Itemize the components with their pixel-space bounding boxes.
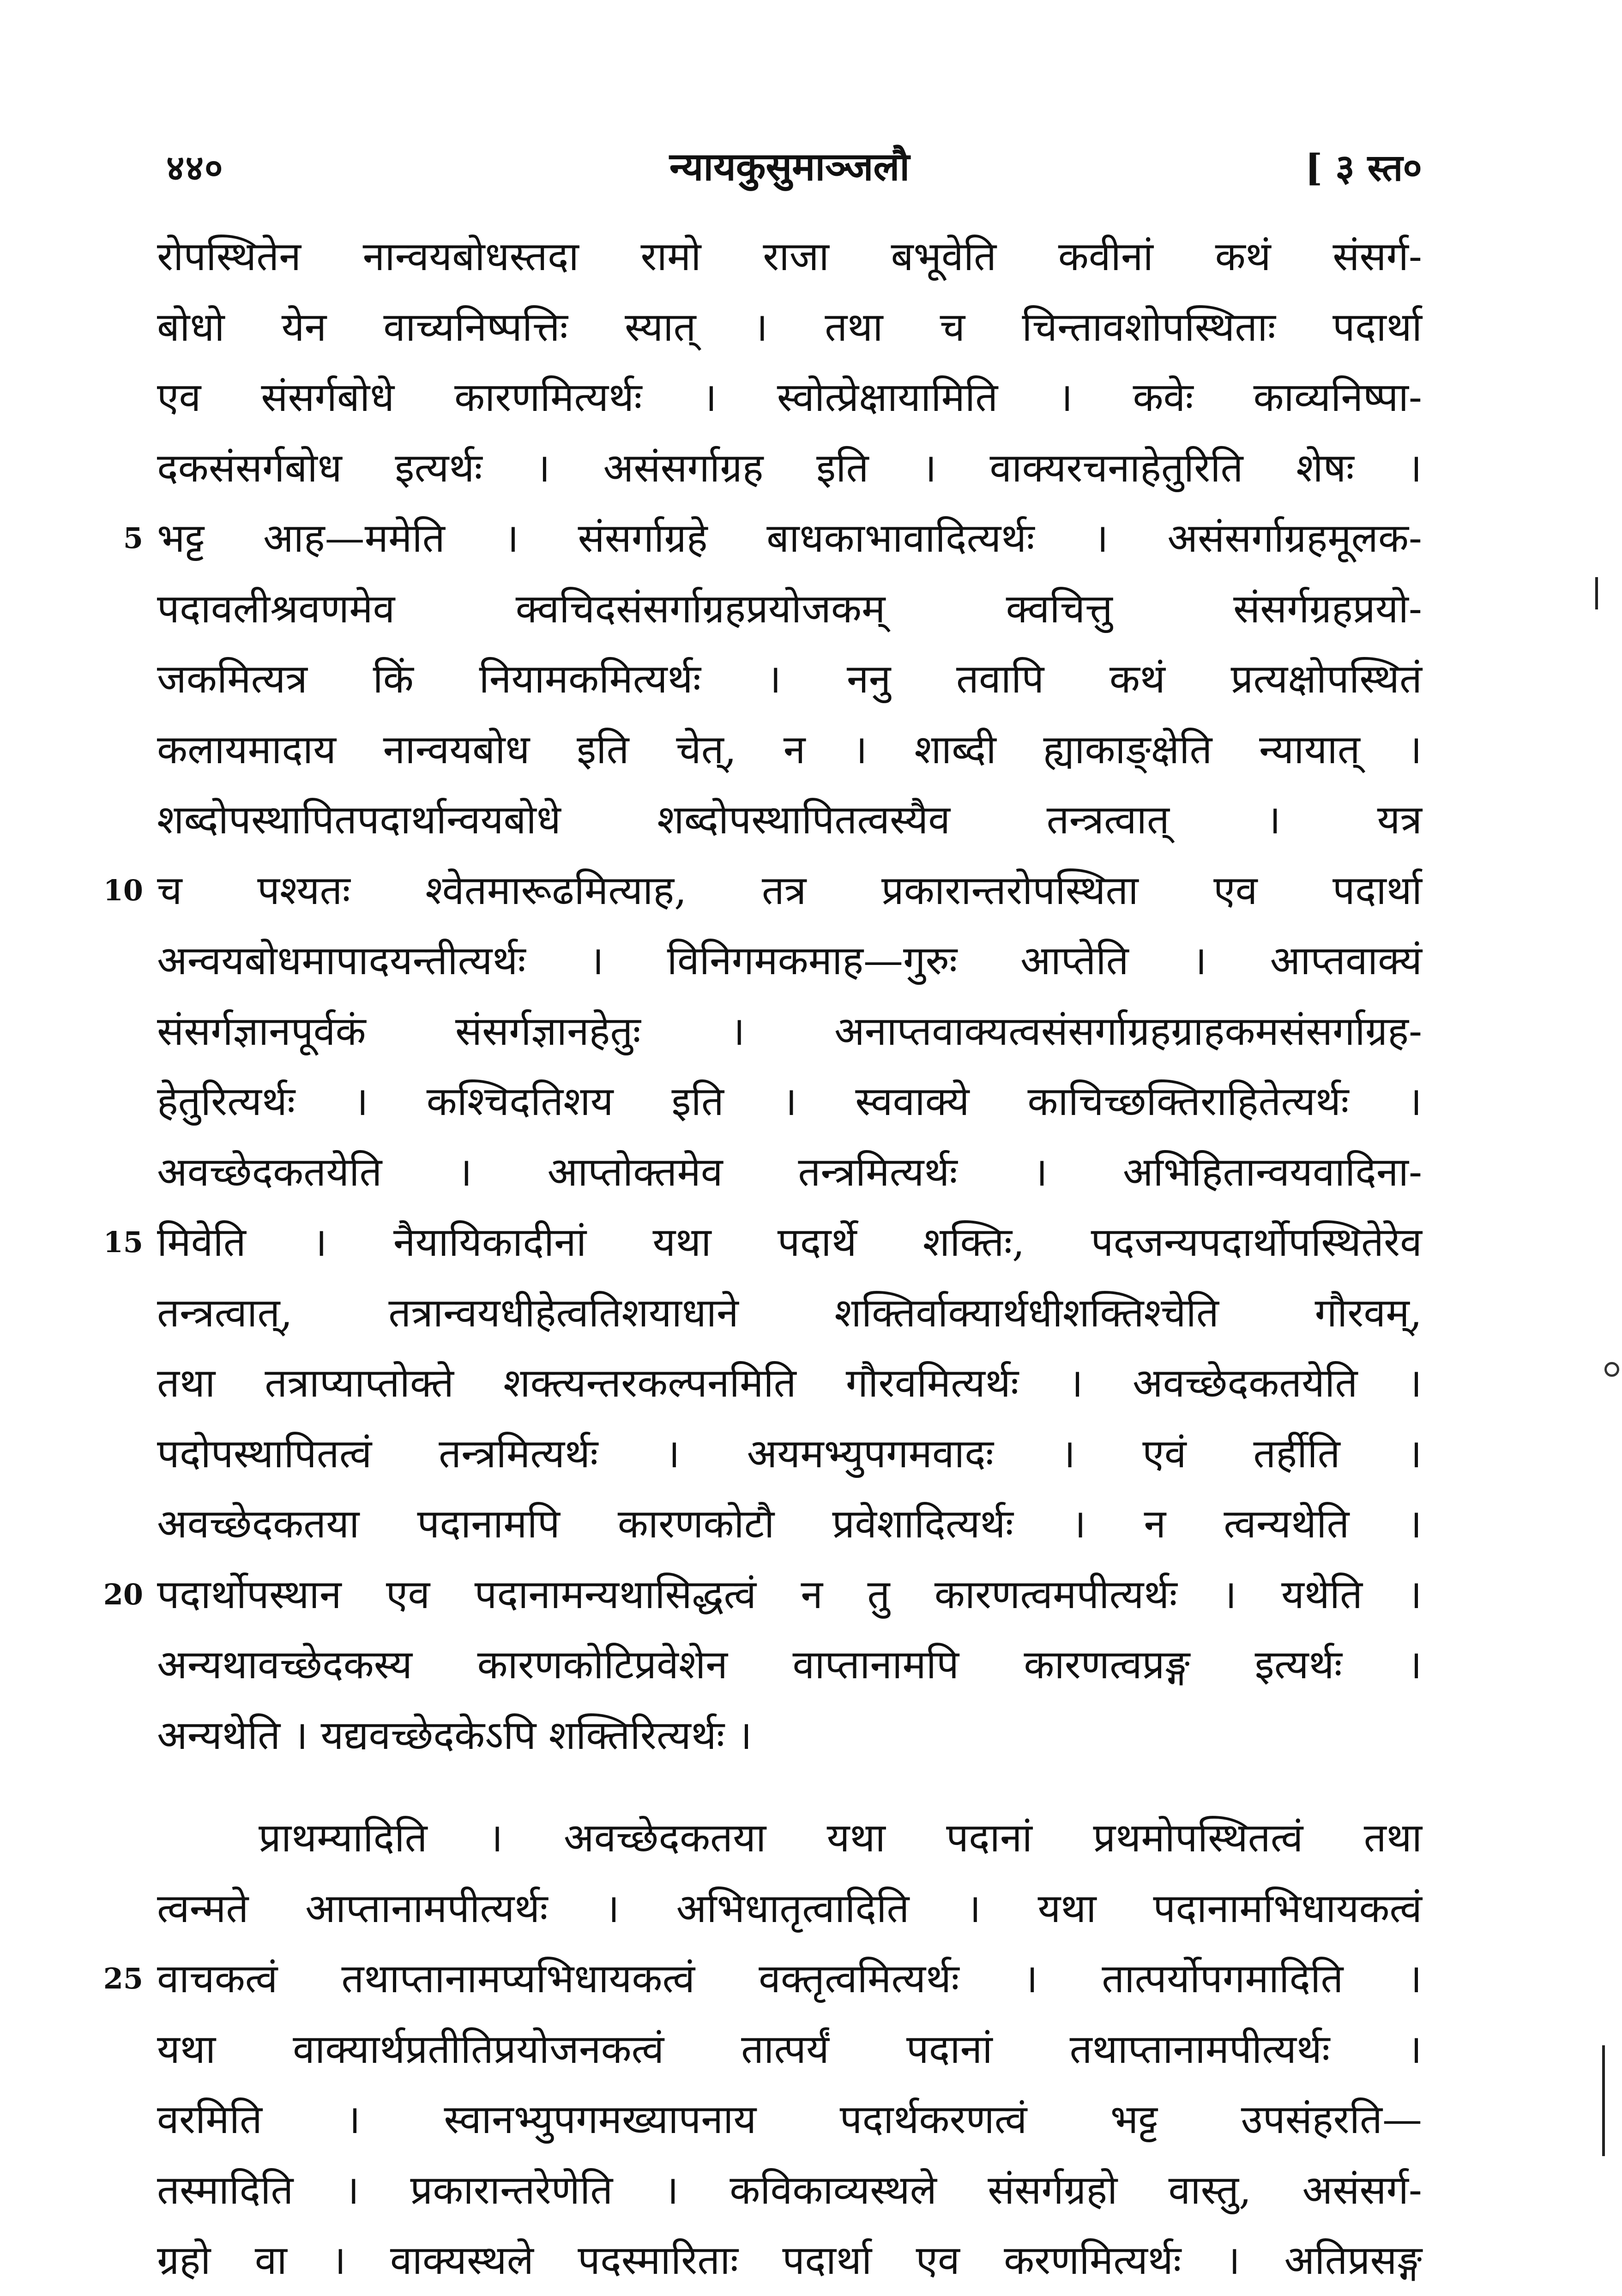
- line-number: 10: [103, 873, 143, 907]
- line-text: अन्यथेति । यद्यवच्छेदकेऽपि शक्तिरित्यर्थः ।: [157, 1712, 753, 1759]
- text-line: [123, 503, 1422, 574]
- commentary-text: [103, 222, 1422, 2296]
- line-text: वाचकत्वं तथाप्तानामप्यभिधायकत्वं वक्तृत्वमित्यर्थः । तात्पर्योपगमादिति ।: [157, 1956, 1422, 2002]
- text-line: [103, 1207, 1422, 1278]
- text-line: [157, 574, 1422, 645]
- line-text: तन्त्रत्वात्, तत्रान्वयधीहेत्वतिशयाधाने शक्तिर्वाक्यार्थधीशक्तिश्चेति गौरवम्,: [157, 1290, 1422, 1336]
- text-line: [157, 2014, 1422, 2085]
- text-line: [157, 1067, 1422, 1137]
- text-line: [157, 292, 1422, 363]
- line-text: कलायमादाय नान्वयबोध इति चेत्, न । शाब्दी ह्याकाङ्क्षेति न्यायात् ।: [157, 726, 1422, 773]
- line-text: दकसंसर्गबोध इत्यर्थः । असंसर्गाग्रह इति । वाक्यरचनाहेतुरिति शेषः ।: [157, 445, 1422, 491]
- text-line: [157, 1700, 1422, 1771]
- text-line: [103, 1944, 1422, 2014]
- text-line: [157, 715, 1422, 785]
- text-line: [157, 1419, 1422, 1489]
- line-text: रोपस्थितेन नान्वयबोधस्तदा रामो राजा बभूवेति कवीनां कथं संसर्ग-: [157, 234, 1422, 280]
- text-line: [157, 644, 1422, 715]
- line-number: 25: [103, 1962, 143, 1995]
- text-line: [157, 1630, 1422, 1700]
- line-text: पदोपस्थापितत्वं तन्त्रमित्यर्थः । अयमभ्युपगमवादः । एवं तर्हीति ।: [157, 1430, 1422, 1477]
- text-line: [157, 2155, 1422, 2226]
- line-text: पदार्थोपस्थान एव पदानामन्यथासिद्धत्वं न तु कारणत्वमपीत्यर्थः । यथेति ।: [157, 1571, 1422, 1618]
- line-text: प्राथम्यादिति । अवच्छेदकतया यथा पदानां प्रथमोपस्थितत्वं तथा: [259, 1815, 1422, 1861]
- line-text: बोधो येन वाच्यनिष्पत्तिः स्यात् । तथा च चिन्तावशोपस्थिताः पदार्था: [157, 304, 1422, 350]
- text-line: [157, 926, 1422, 996]
- text-line: [157, 1874, 1422, 1944]
- text-line: [157, 1278, 1422, 1349]
- margin-mark: [1595, 577, 1598, 609]
- line-text: अन्वयबोधमापादयन्तीत्यर्थः । विनिगमकमाह—गुरुः आप्तेति । आप्तवाक्यं: [157, 938, 1422, 984]
- text-line: [103, 856, 1422, 926]
- line-text: पदावलीश्रवणमेव क्वचिदसंसर्गाग्रहप्रयोजकम् क्वचित्तु संसर्गग्रहप्रयो-: [157, 585, 1422, 632]
- line-text: अवच्छेदकतयेति । आप्तोक्तमेव तन्त्रमित्यर्थः । अभिहितान्वयवादिना-: [157, 1149, 1422, 1195]
- line-number: 20: [103, 1577, 143, 1611]
- line-text: वरमिति । स्वानभ्युपगमख्यापनाय पदार्थकरणत्वं भट्ट उपसंहरति—: [157, 2097, 1422, 2143]
- line-text: अवच्छेदकतया पदानामपि कारणकोटौ प्रवेशादित्यर्थः । न त्वन्यथेति ।: [157, 1501, 1422, 1547]
- margin-mark: [1602, 2045, 1605, 2156]
- margin-mark: [1604, 1362, 1619, 1377]
- line-text: हेतुरित्यर्थः । कश्चिदतिशय इति । स्ववाक्ये काचिच्छक्तिराहितेत्यर्थः ।: [157, 1079, 1422, 1125]
- text-line: [157, 1137, 1422, 1208]
- page-number: ४४०: [166, 147, 224, 188]
- running-head: [157, 139, 1422, 194]
- book-title: न्यायकुसुमाञ्जलौ: [669, 144, 910, 189]
- line-text: शब्दोपस्थापितपदार्थान्वयबोधे शब्दोपस्थापितत्वस्यैव तन्त्रत्वात् । यत्र: [157, 797, 1422, 843]
- text-line: [157, 222, 1422, 292]
- text-line: [157, 785, 1422, 856]
- line-text: ग्रहो वा । वाक्यस्थले पदस्मारिताः पदार्था एव करणमित्यर्थः । अतिप्रसङ्ग: [157, 2237, 1422, 2284]
- line-text: तस्मादिति । प्रकारान्तरेणेति । कविकाव्यस्थले संसर्गग्रहो वास्तु, असंसर्ग-: [157, 2167, 1422, 2213]
- line-number: 5: [123, 521, 143, 555]
- text-line: [157, 2225, 1422, 2296]
- section-marker: [ ३ स्त०: [1305, 146, 1422, 189]
- line-text: भट्ट आह—ममेति । संसर्गाग्रहे बाधकाभावादित्यर्थः । असंसर्गाग्रहमूलक-: [157, 515, 1422, 561]
- line-text: तथा तत्राप्याप्तोक्ते शक्त्यन्तरकल्पनमिति गौरवमित्यर्थः । अवच्छेदकतयेति ।: [157, 1360, 1422, 1406]
- line-number: 15: [103, 1225, 143, 1259]
- text-line: [157, 2085, 1422, 2155]
- text-line: [157, 362, 1422, 433]
- line-text: यथा वाक्यार्थप्रतीतिप्रयोजनकत्वं तात्पर्यं पदानां तथाप्तानामपीत्यर्थः ।: [157, 2026, 1422, 2073]
- line-text: संसर्गज्ञानपूर्वकं संसर्गज्ञानहेतुः । अनाप्तवाक्यत्वसंसर्गाग्रहग्राहकमसंसर्गाग्रह-: [157, 1008, 1422, 1055]
- text-line: [157, 433, 1422, 504]
- text-line: [157, 996, 1422, 1067]
- text-line: [103, 1560, 1422, 1630]
- line-text: मिवेति । नैयायिकादीनां यथा पदार्थे शक्तिः, पदजन्यपदार्थोपस्थितेरेव: [157, 1219, 1422, 1266]
- line-text: त्वन्मते आप्तानामपीत्यर्थः । अभिधातृत्वादिति । यथा पदानामभिधायकत्वं: [157, 1885, 1422, 1932]
- text-line: [157, 1489, 1422, 1560]
- text-line: [157, 1348, 1422, 1419]
- line-text: एव संसर्गबोधे कारणमित्यर्थः । स्वोत्प्रेक्षायामिति । कवेः काव्यनिष्पा-: [157, 374, 1422, 421]
- text-line: [157, 1803, 1422, 1874]
- line-text: जकमित्यत्र किं नियामकमित्यर्थः । ननु तवापि कथं प्रत्यक्षोपस्थितं: [157, 656, 1422, 702]
- line-text: च पश्यतः श्वेतमारूढमित्याह, तत्र प्रकारान्तरोपस्थिता एव पदार्था: [157, 867, 1422, 914]
- line-text: अन्यथावच्छेदकस्य कारणकोटिप्रवेशेन वाप्तानामपि कारणत्वप्रङ्ग इत्यर्थः ।: [157, 1642, 1422, 1688]
